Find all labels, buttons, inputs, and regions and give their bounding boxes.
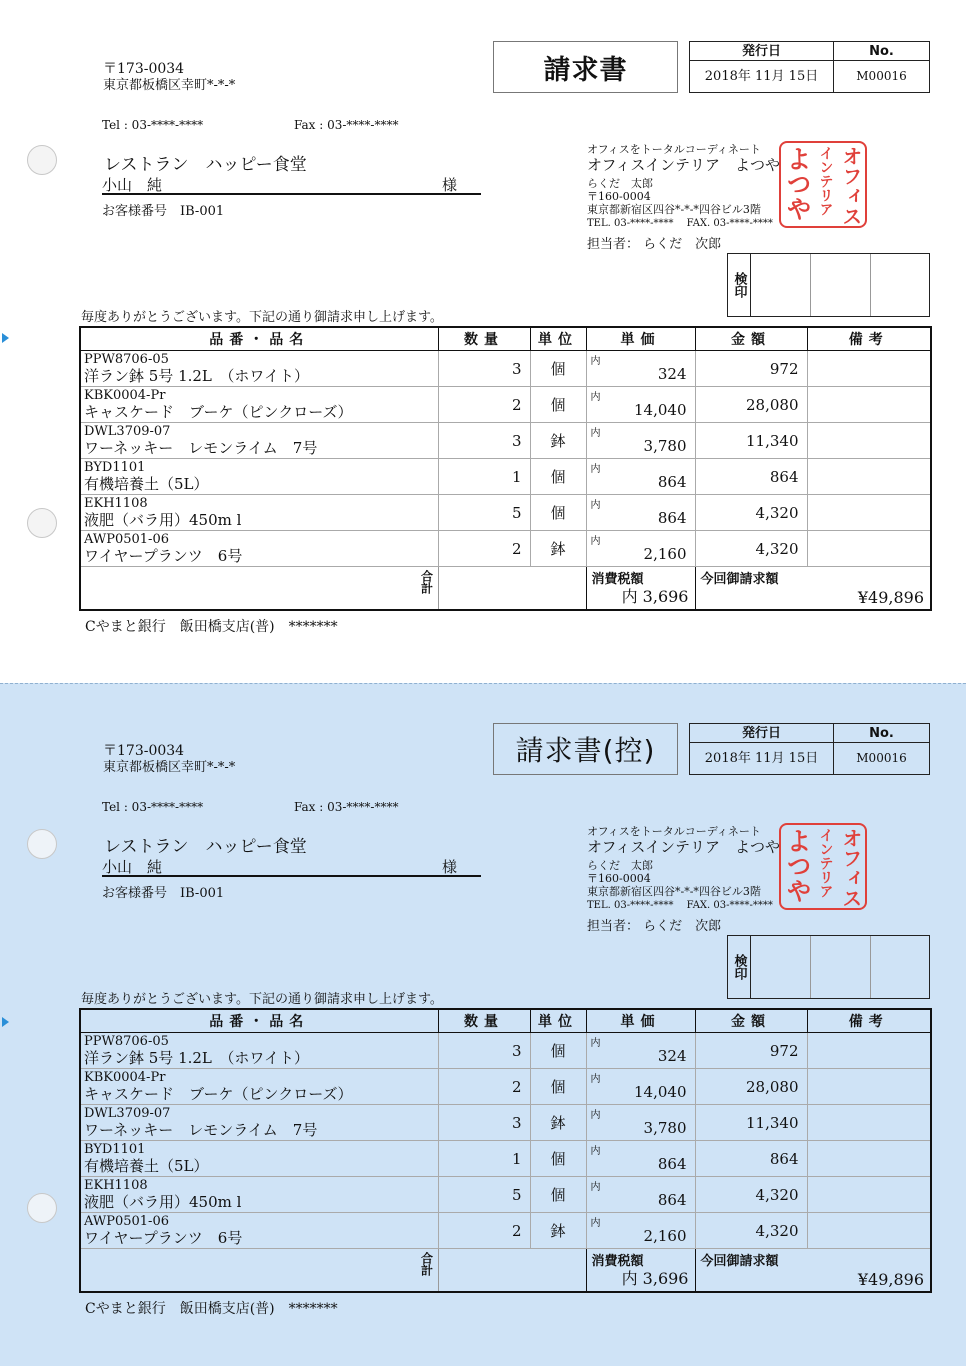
- item-unit: 個: [530, 495, 586, 531]
- approval-slot: [870, 254, 871, 316]
- item-code: PPW8706-05: [84, 1033, 169, 1049]
- customer-tel: Tel : 03-****-****: [102, 800, 204, 814]
- item-unit: 個: [530, 387, 586, 423]
- item-price: 3,780: [643, 436, 687, 455]
- issue-date: 2018年 11月 15日: [690, 743, 834, 774]
- tax-included-mark: 内: [590, 356, 601, 367]
- stamp-text: よつや: [783, 828, 813, 903]
- item-price-cell: [586, 495, 695, 531]
- item-amount: 972: [695, 1033, 807, 1069]
- items-table: [79, 1008, 932, 1293]
- table-header: [80, 327, 931, 351]
- item-note: [807, 459, 931, 495]
- item-amount: 864: [695, 1141, 807, 1177]
- punch-hole: [27, 1193, 57, 1223]
- billing-value: ¥49,896: [857, 1270, 924, 1289]
- greeting-text: 毎度ありがとうございます。下記の通り御請求申し上げます。: [81, 310, 443, 325]
- tax-included-mark: 内: [590, 464, 601, 475]
- col-header: 金額: [695, 1009, 807, 1033]
- item-amount: 4,320: [695, 1177, 807, 1213]
- item-amount: 4,320: [695, 531, 807, 567]
- stamp-text: オフィス: [838, 828, 863, 908]
- item-unit: 個: [530, 1033, 586, 1069]
- item-name: ワイヤープランツ 6号: [84, 1228, 243, 1247]
- item-amount: 28,080: [695, 1069, 807, 1105]
- customer-person: 小山 純: [102, 176, 163, 194]
- customer-postal: 〒173-0034: [103, 61, 185, 77]
- col-header: 備考: [807, 1009, 931, 1033]
- item-price-cell: [586, 351, 695, 387]
- item-name: 有機培養土（5L）: [84, 474, 209, 493]
- customer-name-line: [102, 174, 481, 195]
- col-header: 単価: [586, 1009, 695, 1033]
- document-title: 請求書: [493, 41, 678, 93]
- item-price-cell: [586, 1177, 695, 1213]
- approval-stamp-box: [727, 935, 930, 999]
- item-note: [807, 495, 931, 531]
- item-price: 324: [657, 1046, 687, 1065]
- customer-address: 東京都板橋区幸町*-*-*: [103, 760, 236, 775]
- customer-company: レストラン ハッピー食堂: [104, 155, 307, 175]
- item-price-cell: [586, 531, 695, 567]
- approval-stamp-box: [727, 253, 930, 317]
- item-qty: 3: [438, 423, 530, 459]
- item-code: EKH1108: [84, 1177, 148, 1193]
- item-price: 324: [657, 364, 687, 383]
- item-cell: [80, 1141, 438, 1177]
- item-code: KBK0004-Pr: [84, 1069, 166, 1085]
- stamp-text: インテリア: [817, 828, 834, 898]
- item-qty: 3: [438, 1033, 530, 1069]
- approval-slot: [870, 936, 871, 998]
- item-price-cell: [586, 387, 695, 423]
- billing-label: 今回御請求額: [700, 572, 779, 587]
- customer-address: 東京都板橋区幸町*-*-*: [103, 78, 236, 93]
- item-amount: 4,320: [695, 1213, 807, 1249]
- item-qty: 2: [438, 531, 530, 567]
- item-price: 864: [657, 1190, 687, 1209]
- customer-number: お客様番号 IB-001: [102, 204, 225, 219]
- table-row: [80, 1105, 931, 1141]
- tax-included-mark: 内: [590, 1110, 601, 1121]
- item-code: AWP0501-06: [84, 1213, 169, 1229]
- table-row: [80, 423, 931, 459]
- sender-company: オフィスインテリア よつや: [587, 838, 781, 856]
- item-price-cell: [586, 459, 695, 495]
- item-note: [807, 1033, 931, 1069]
- customer-fax: Fax : 03-****-****: [294, 118, 399, 132]
- item-price-cell: [586, 1033, 695, 1069]
- item-amount: 11,340: [695, 423, 807, 459]
- customer-number: お客様番号 IB-001: [102, 886, 225, 901]
- bank-info: Cやまと銀行 飯田橋支店(普) *******: [85, 1301, 338, 1317]
- item-name: 液肥（バラ用）450m l: [84, 1192, 242, 1211]
- item-price-cell: [586, 1069, 695, 1105]
- col-header: 品番・品名: [80, 1009, 438, 1033]
- billing-value: ¥49,896: [857, 588, 924, 607]
- sender-address: 東京都新宿区四谷*-*-*四谷ビル3階: [587, 203, 761, 216]
- item-name: 液肥（バラ用）450m l: [84, 510, 242, 529]
- table-row: [80, 1141, 931, 1177]
- billing-cell: [695, 1249, 931, 1293]
- item-code: BYD1101: [84, 1141, 146, 1157]
- item-note: [807, 1105, 931, 1141]
- item-code: DWL3709-07: [84, 1105, 171, 1121]
- bank-info: Cやまと銀行 飯田橋支店(普) *******: [85, 619, 338, 635]
- table-row: [80, 459, 931, 495]
- item-unit: 鉢: [530, 423, 586, 459]
- item-price: 864: [657, 472, 687, 491]
- item-amount: 972: [695, 351, 807, 387]
- customer-person: 小山 純: [102, 858, 163, 876]
- stamp-text: インテリア: [817, 146, 834, 216]
- item-qty: 1: [438, 1141, 530, 1177]
- item-name: ワーネッキー レモンライム 7号: [84, 438, 318, 457]
- item-name: 洋ラン鉢 5号 1.2L （ホワイト）: [84, 366, 309, 385]
- table-header: [80, 1009, 931, 1033]
- punch-hole: [27, 145, 57, 175]
- item-note: [807, 1069, 931, 1105]
- stamp-text: よつや: [783, 146, 813, 221]
- item-cell: [80, 387, 438, 423]
- customer-name-line: [102, 856, 481, 877]
- tax-included-mark: 内: [590, 1146, 601, 1157]
- tax-cell: [586, 1249, 695, 1293]
- item-price-cell: [586, 1213, 695, 1249]
- tax-label: 消費税額: [591, 1254, 644, 1269]
- table-row: [80, 531, 931, 567]
- tax-included-mark: 内: [590, 536, 601, 547]
- punch-hole: [27, 508, 57, 538]
- greeting-text: 毎度ありがとうございます。下記の通り御請求申し上げます。: [81, 992, 443, 1007]
- item-note: [807, 387, 931, 423]
- honorific: 様: [441, 858, 457, 876]
- total-blank-cell: [438, 1249, 586, 1293]
- tax-cell: [586, 567, 695, 611]
- tax-included-mark: 内: [590, 1074, 601, 1085]
- fold-marker-icon: [2, 333, 9, 343]
- item-unit: 個: [530, 1177, 586, 1213]
- tax-included-mark: 内: [590, 1038, 601, 1049]
- item-name: キャスケード ブーケ（ピンクローズ）: [84, 402, 353, 421]
- billing-label: 今回御請求額: [700, 1254, 779, 1269]
- item-cell: [80, 459, 438, 495]
- sender-contact: 担当者： らくだ 次郎: [587, 237, 722, 252]
- item-name: 有機培養土（5L）: [84, 1156, 209, 1175]
- item-cell: [80, 1177, 438, 1213]
- stamp-text: オフィス: [838, 146, 863, 226]
- issue-info-box: [689, 41, 930, 93]
- item-note: [807, 351, 931, 387]
- item-cell: [80, 1033, 438, 1069]
- col-header: 単位: [530, 1009, 586, 1033]
- col-header: 備考: [807, 327, 931, 351]
- item-code: BYD1101: [84, 459, 146, 475]
- issue-date-label: 発行日: [690, 42, 834, 61]
- item-cell: [80, 1105, 438, 1141]
- approval-label: 検印: [728, 254, 751, 316]
- item-note: [807, 423, 931, 459]
- item-price-cell: [586, 1141, 695, 1177]
- table-row: [80, 1069, 931, 1105]
- item-name: 洋ラン鉢 5号 1.2L （ホワイト）: [84, 1048, 309, 1067]
- customer-tel: Tel : 03-****-****: [102, 118, 204, 132]
- tax-included-mark: 内: [590, 1182, 601, 1193]
- approval-slot: [810, 254, 811, 316]
- item-unit: 個: [530, 459, 586, 495]
- sender-telfax: TEL. 03-****-**** FAX. 03-****-****: [587, 218, 773, 229]
- total-label-cell: [80, 567, 438, 611]
- item-code: PPW8706-05: [84, 351, 169, 367]
- item-name: ワイヤープランツ 6号: [84, 546, 243, 565]
- item-qty: 2: [438, 387, 530, 423]
- item-code: AWP0501-06: [84, 531, 169, 547]
- item-unit: 個: [530, 1069, 586, 1105]
- item-cell: [80, 495, 438, 531]
- sender-rep: らくだ 太郎: [587, 177, 653, 190]
- sender-tagline: オフィスをトータルコーディネート: [587, 825, 761, 838]
- item-qty: 1: [438, 459, 530, 495]
- item-price: 3,780: [643, 1118, 687, 1137]
- item-price-cell: [586, 1105, 695, 1141]
- item-price: 2,160: [643, 1226, 687, 1245]
- totals-row: [80, 567, 931, 611]
- item-note: [807, 1213, 931, 1249]
- sender-contact: 担当者： らくだ 次郎: [587, 919, 722, 934]
- sender-address: 東京都新宿区四谷*-*-*四谷ビル3階: [587, 885, 761, 898]
- item-unit: 鉢: [530, 531, 586, 567]
- approval-slot: [810, 936, 811, 998]
- item-name: キャスケード ブーケ（ピンクローズ）: [84, 1084, 353, 1103]
- item-cell: [80, 1213, 438, 1249]
- sender-company: オフィスインテリア よつや: [587, 156, 781, 174]
- item-cell: [80, 531, 438, 567]
- items-table: [79, 326, 932, 611]
- item-code: KBK0004-Pr: [84, 387, 166, 403]
- total-label: 合計: [419, 570, 434, 594]
- customer-fax: Fax : 03-****-****: [294, 800, 399, 814]
- item-price-cell: [586, 423, 695, 459]
- item-qty: 2: [438, 1069, 530, 1105]
- item-code: DWL3709-07: [84, 423, 171, 439]
- item-cell: [80, 351, 438, 387]
- total-label: 合計: [419, 1252, 434, 1276]
- invoice-no-label: No.: [834, 724, 929, 743]
- fold-marker-icon: [2, 1017, 9, 1027]
- item-qty: 2: [438, 1213, 530, 1249]
- item-amount: 28,080: [695, 387, 807, 423]
- col-header: 数量: [438, 327, 530, 351]
- item-qty: 5: [438, 1177, 530, 1213]
- col-header: 単価: [586, 327, 695, 351]
- item-name: ワーネッキー レモンライム 7号: [84, 1120, 318, 1139]
- company-seal-stamp: [779, 823, 867, 910]
- customer-postal: 〒173-0034: [103, 743, 185, 759]
- issue-date: 2018年 11月 15日: [690, 61, 834, 92]
- tax-included-mark: 内: [590, 500, 601, 511]
- item-note: [807, 1177, 931, 1213]
- item-unit: 個: [530, 351, 586, 387]
- company-seal-stamp: [779, 141, 867, 228]
- item-unit: 個: [530, 1141, 586, 1177]
- item-unit: 鉢: [530, 1105, 586, 1141]
- col-header: 数量: [438, 1009, 530, 1033]
- tax-value: 内 3,696: [621, 1269, 689, 1288]
- invoice-no-label: No.: [834, 42, 929, 61]
- sender-rep: らくだ 太郎: [587, 859, 653, 872]
- item-price: 864: [657, 1154, 687, 1173]
- item-unit: 鉢: [530, 1213, 586, 1249]
- item-qty: 3: [438, 351, 530, 387]
- tax-included-mark: 内: [590, 392, 601, 403]
- issue-date-label: 発行日: [690, 724, 834, 743]
- item-price: 864: [657, 508, 687, 527]
- customer-company: レストラン ハッピー食堂: [104, 837, 307, 857]
- table-row: [80, 495, 931, 531]
- item-code: EKH1108: [84, 495, 148, 511]
- document-title: 請求書(控): [493, 723, 678, 775]
- item-price: 14,040: [634, 400, 687, 419]
- table-row: [80, 387, 931, 423]
- tax-included-mark: 内: [590, 1218, 601, 1229]
- sender-postal: 〒160-0004: [587, 190, 651, 203]
- col-header: 金額: [695, 327, 807, 351]
- sender-telfax: TEL. 03-****-**** FAX. 03-****-****: [587, 900, 773, 911]
- item-amount: 11,340: [695, 1105, 807, 1141]
- item-note: [807, 531, 931, 567]
- total-label-cell: [80, 1249, 438, 1293]
- table-row: [80, 1177, 931, 1213]
- col-header: 単位: [530, 327, 586, 351]
- approval-label: 検印: [728, 936, 751, 998]
- item-cell: [80, 1069, 438, 1105]
- tax-label: 消費税額: [591, 572, 644, 587]
- item-qty: 3: [438, 1105, 530, 1141]
- totals-row: [80, 1249, 931, 1293]
- billing-cell: [695, 567, 931, 611]
- table-row: [80, 351, 931, 387]
- item-note: [807, 1141, 931, 1177]
- invoice-no: M00016: [856, 751, 907, 765]
- item-amount: 4,320: [695, 495, 807, 531]
- honorific: 様: [441, 176, 457, 194]
- table-row: [80, 1213, 931, 1249]
- table-row: [80, 1033, 931, 1069]
- invoice-control-copy: [0, 683, 966, 1366]
- item-cell: [80, 423, 438, 459]
- punch-hole: [27, 829, 57, 859]
- col-header: 品番・品名: [80, 327, 438, 351]
- sender-postal: 〒160-0004: [587, 872, 651, 885]
- item-amount: 864: [695, 459, 807, 495]
- item-price: 2,160: [643, 544, 687, 563]
- total-blank-cell: [438, 567, 586, 611]
- invoice-no: M00016: [856, 69, 907, 83]
- item-qty: 5: [438, 495, 530, 531]
- item-price: 14,040: [634, 1082, 687, 1101]
- sender-tagline: オフィスをトータルコーディネート: [587, 143, 761, 156]
- tax-value: 内 3,696: [621, 587, 689, 606]
- issue-info-box: [689, 723, 930, 775]
- tax-included-mark: 内: [590, 428, 601, 439]
